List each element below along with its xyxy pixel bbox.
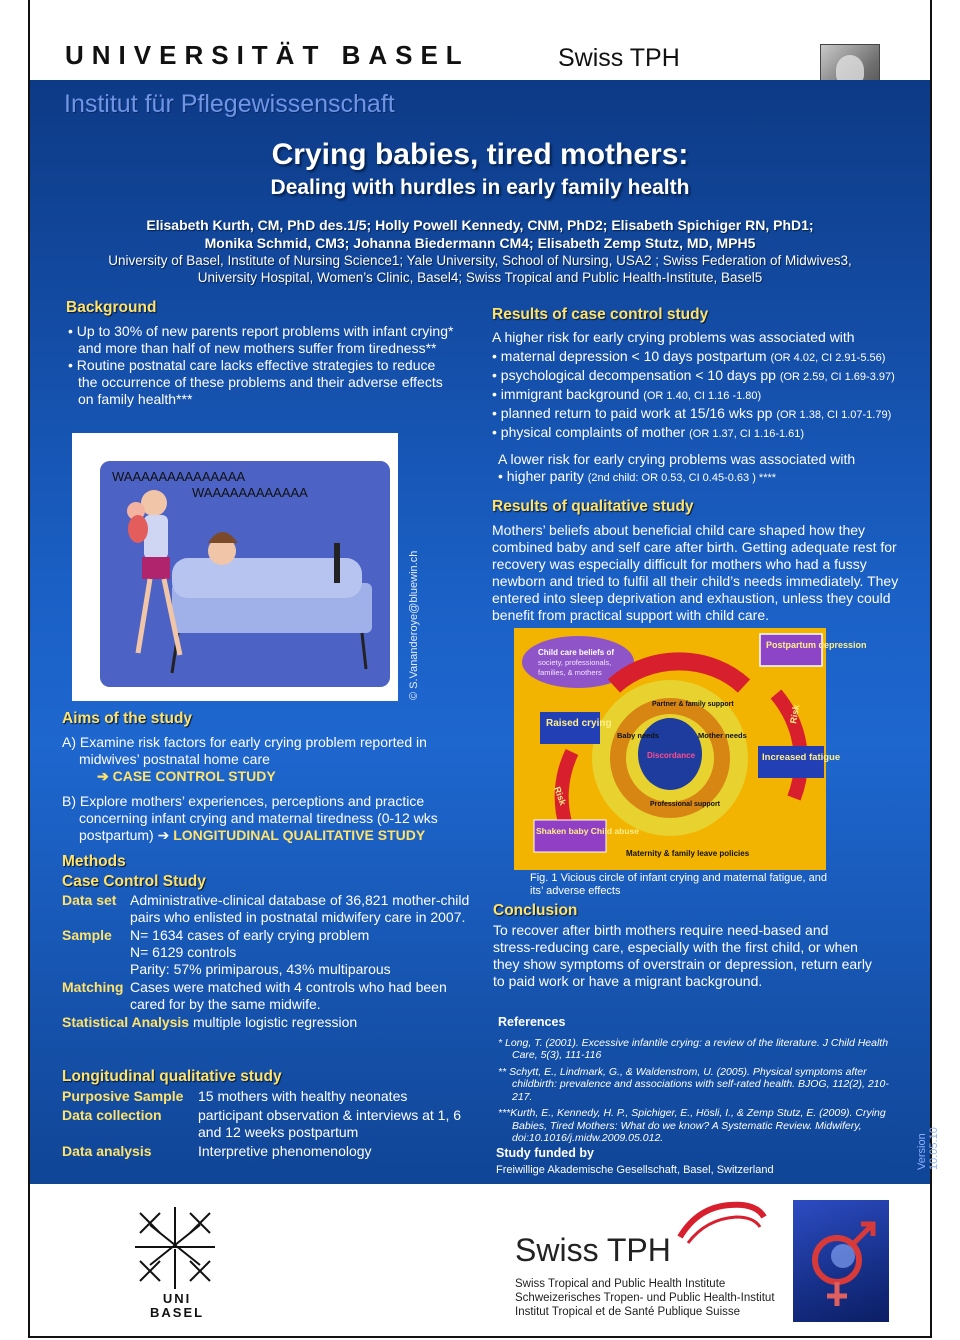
purposive-value: 15 mothers with healthy neonates [198, 1088, 408, 1104]
analysis-label: Data analysis [62, 1143, 152, 1159]
sample-row [62, 927, 472, 978]
risk-label-left: Risk [552, 785, 569, 807]
analysis-row [62, 1143, 472, 1160]
cartoon-text-bottom: WAAAAAAAAAAAA [192, 485, 308, 500]
aims-a-text: A) Examine risk factors for early crying problem reported in midwives’ postnatal home care [62, 734, 427, 767]
swisstph-subtitle [515, 1277, 775, 1319]
conclusion-text: To recover after birth mothers require need-based and stress-reducing care, especially with the first child, or when they show symptoms of overstrain or depression, return early to paid work or have a migrant background. [493, 922, 872, 989]
diagram-svg [514, 628, 867, 870]
dataset-label: Data set [62, 892, 117, 908]
reference-item: ** Schytt, E., Lindmark, G., & Waldenstrom, U. (2005). Physical symptoms after childbirth: prevalence and associations with self-rated health. BJOG, 112(2), 210-217. [498, 1065, 889, 1103]
conclusion-heading: Conclusion [493, 902, 578, 919]
collection-row [62, 1107, 472, 1141]
funded-heading: Study funded by [496, 1146, 594, 1160]
swisstph-logo-text: Swiss TPH [515, 1232, 671, 1268]
purposive-label: Purposive Sample [62, 1088, 184, 1104]
background-bullet: • Routine postnatal care lacks effective strategies to reduce the occurrence of these problems and their adverse effects on family health*** [68, 357, 443, 407]
results-cc-heading: Results of case control study [492, 306, 709, 323]
cartoon-svg [72, 433, 398, 701]
partner-label: Partner & family support [652, 701, 734, 708]
affiliations [30, 252, 930, 286]
results-cc-list [492, 348, 922, 443]
unibasel-emblem [130, 1205, 220, 1291]
baby-needs-label: Baby needs [617, 731, 660, 740]
qualitative-study-heading: Longitudinal qualitative study [62, 1068, 282, 1085]
dataset-row [62, 892, 472, 926]
dataset-value: Administrative-clinical database of 36,821 mother-child pairs who enlisted in postnatal midwifery care in 2007. [130, 892, 470, 925]
sample-values [130, 927, 391, 978]
figure-caption: Fig. 1 Vicious circle of infant crying and maternal fatigue, and its’ adverse effects [530, 872, 827, 897]
collection-label: Data collection [62, 1107, 162, 1123]
author-line-1: Elisabeth Kurth, CM, PhD des.1/5; Holly Powell Kennedy, CNM, PhD2; Elisabeth Spichiger RN, PhD1; [146, 217, 814, 233]
aims-a-result: ➔ CASE CONTROL STUDY [97, 768, 276, 784]
aims-b [62, 793, 467, 844]
collection-value: participant observation & interviews at 1, 6 and 12 weeks postpartum [198, 1107, 462, 1140]
methods-case-control [62, 892, 472, 1031]
cloud-text-3: families, & mothers [538, 668, 602, 677]
results-cc-item: • maternal depression < 10 days postpartum (OR 4.02, CI 2.91-5.56) [492, 348, 886, 364]
methods-heading: Methods [62, 853, 126, 870]
raised-crying-label: Raised crying [546, 718, 612, 729]
affiliation-line-2: University Hospital, Women’s Clinic, Basel4; Swiss Tropical and Public Health-Institute, Basel5 [197, 270, 763, 285]
reference-item: ***Kurth, E., Kennedy, H. P., Spichiger, E., Hösli, I., & Zemp Stutz, E. (2009). Crying Babies, Tired Mothers: What do we know? A Systematic Review. Midwifery, doi:10.1016/j.midw.2009.05.012. [498, 1107, 886, 1144]
aims-b-text: B) Explore mothers’ experiences, perceptions and practice concerning infant crying and maternal tiredness (0-12 wks postpartum) ➔ LONGITUDINAL QUALITATIVE STUDY [62, 793, 438, 843]
results-qual-heading: Results of qualitative study [492, 498, 694, 515]
matching-value: Cases were matched with 4 controls who had been cared for by the same midwife. [130, 979, 447, 1012]
matching-row [62, 979, 472, 1013]
analysis-value: Interpretive phenomenology [198, 1143, 372, 1159]
results-cc-item: • physical complaints of mother (OR 1.37, CI 1.16-1.61) [492, 424, 805, 440]
unibasel-logo [130, 1205, 220, 1296]
version-label: Version 10.05.10 [916, 1127, 940, 1170]
case-control-heading: Case Control Study [62, 873, 206, 890]
poster-subtitle: Dealing with hurdles in early family health [270, 176, 690, 199]
results-qual-text: Mothers’ beliefs about beneficial child care shaped how they combined baby and self care after birth. Getting adequate rest for recovery was especially difficult for mothers who had a fussy newborn and tried to fulfil all their child’s needs immediately. They entered into sleep deprivation and exhaustion, unless they could benefit from practical support with child care. [492, 522, 899, 623]
swisstph-line: Swiss Tropical and Public Health Institute [515, 1278, 726, 1290]
increased-fatigue-label: Increased fatigue [762, 752, 841, 763]
stat-label: Statistical Analysis [62, 1014, 190, 1030]
university-name: UNIVERSITÄT BASEL [65, 40, 470, 70]
institute-name: Institut für Pflegewissenschaft [64, 90, 395, 118]
cloud-text-1: Child care beliefs of [538, 648, 615, 657]
reference-item: * Long, T. (2001). Excessive infantile crying: a review of the literature. J Child Health Care, 5(3), 111-116 [498, 1036, 889, 1061]
swisstph-line: Institut Tropical et de Santé Publique Suisse [515, 1306, 741, 1318]
results-cc-intro: A higher risk for early crying problems was associated with [492, 329, 855, 345]
background-heading: Background [66, 299, 157, 316]
results-cc-item: • immigrant background (OR 1.40, CI 1.16 -1.80) [492, 386, 762, 402]
funded-text: Freiwillige Akademische Gesellschaft, Basel, Switzerland [496, 1164, 774, 1176]
partner-name: Swiss TPH [558, 44, 680, 72]
postpartum-label: Postpartum depression [766, 640, 867, 650]
professional-label: Professional support [650, 801, 721, 808]
sample-line: N= 1634 cases of early crying problem [130, 927, 370, 943]
aims-a [62, 734, 462, 785]
author-list [30, 216, 930, 252]
results-cc-lower-item: • higher parity (2nd child: OR 0.53, CI 0.45-0.63 ) **** [498, 468, 777, 484]
affiliation-line-1: University of Basel, Institute of Nursing Science1; Yale University, School of Nursing, USA2 ; Swiss Federation of Midwives3, [108, 253, 852, 268]
references-heading: References [498, 1015, 566, 1029]
results-cc-lower-intro: A lower risk for early crying problems was associated with [498, 451, 856, 467]
author-line-2: Monika Schmid, CM3; Johanna Biedermann CM4; Elisabeth Zemp Stutz, MD, MPH5 [204, 235, 756, 251]
background-bullets [66, 323, 456, 408]
shaken-baby-label: Shaken baby Child abuse [536, 826, 639, 836]
aims-b-result: LONGITUDINAL QUALITATIVE STUDY [173, 827, 426, 843]
swisstph-swirl-icon [678, 1197, 768, 1257]
mother-needs-label: Mother needs [698, 731, 747, 740]
sample-line: N= 6129 controls [130, 944, 237, 960]
gender-symbol-icon [793, 1200, 889, 1322]
vicious-circle-diagram [514, 628, 867, 870]
policies-label: Maternity & family leave policies [626, 849, 750, 858]
discordance-label: Discordance [647, 751, 696, 760]
swisstph-line: Schweizerisches Tropen- und Public Health-Institut [515, 1292, 775, 1304]
risk-label-right: Risk [788, 703, 802, 725]
cloud-text-2: society, professionals, [538, 658, 612, 667]
matching-label: Matching [62, 979, 124, 995]
unibasel-text: UNI BASEL [150, 1291, 205, 1320]
references [498, 1016, 898, 1149]
cartoon-text-top: WAAAAAAAAAAAAAA [112, 469, 246, 484]
stat-value: multiple logistic regression [192, 1014, 358, 1030]
cartoon-illustration [72, 433, 398, 701]
cartoon-credit: © S.Vananderoye@bluewin.ch [408, 550, 420, 700]
results-cc-item: • psychological decompensation < 10 days pp (OR 2.59, CI 1.69-3.97) [492, 367, 895, 383]
sample-label: Sample [62, 927, 112, 943]
background-bullet: • Up to 30% of new parents report problems with infant crying* and more than half of new mothers suffer from tiredness** [68, 323, 454, 356]
poster-title: Crying babies, tired mothers: [271, 138, 689, 171]
poster-header [30, 0, 930, 80]
aims-heading: Aims of the study [62, 710, 193, 727]
stat-row [62, 1014, 472, 1031]
purposive-row [62, 1088, 472, 1105]
methods-qualitative [62, 1088, 472, 1160]
sample-line: Parity: 57% primiparous, 43% multiparous [130, 961, 391, 977]
gender-logo [793, 1200, 889, 1322]
poster-body [30, 80, 940, 1184]
results-cc-item: • planned return to paid work at 15/16 wks pp (OR 1.38, CI 1.07-1.79) [492, 405, 892, 421]
